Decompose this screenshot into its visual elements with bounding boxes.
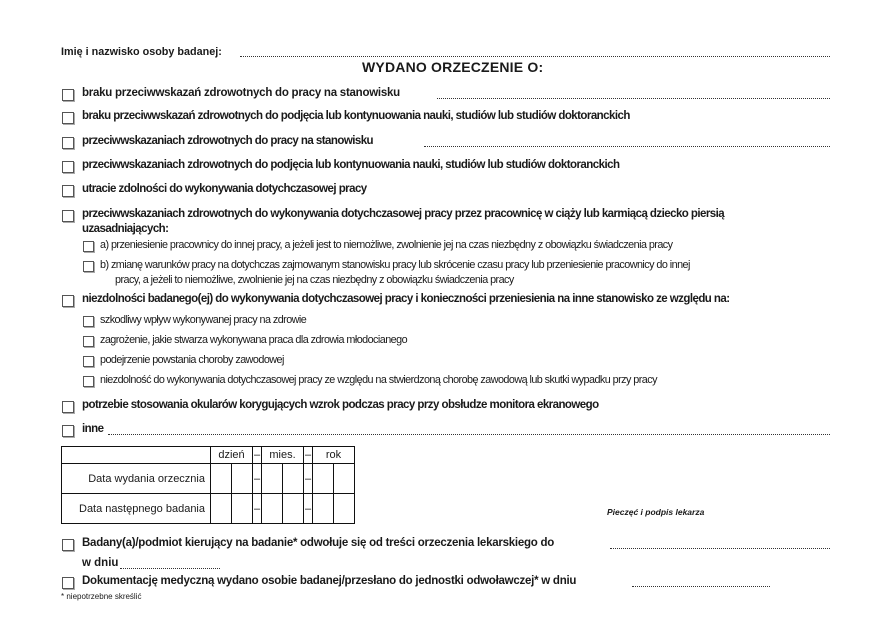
issue-day-2[interactable] xyxy=(232,464,253,494)
option-7-sub-2-label: zagrożenie, jakie stwarza wykonywana praca dla zdrowia młodocianego xyxy=(100,334,408,346)
option-4-label: przeciwwskazaniach zdrowotnych do podjęcia lub kontynuowania nauki, studiów lub studiów doktoranckich xyxy=(82,159,620,171)
header-year: rok xyxy=(313,447,355,464)
issue-day-1[interactable] xyxy=(211,464,232,494)
appeal-date-field[interactable] xyxy=(120,568,220,569)
next-year-2[interactable] xyxy=(334,494,355,524)
option-7-sub-1-checkbox[interactable] xyxy=(83,316,94,327)
header-day: dzień xyxy=(211,447,253,464)
option-7-label: niezdolności badanego(ej) do wykonywania dotychczasowej pracy i konieczności przeniesienia na inne stanowisko ze względu na: xyxy=(82,293,730,305)
option-7-sub-4-checkbox[interactable] xyxy=(83,376,94,387)
next-sep-2: – xyxy=(304,494,313,524)
appeal-checkbox[interactable] xyxy=(62,539,74,551)
page-title: WYDANO ORZECZENIE O: xyxy=(362,59,544,75)
appeal-date-label: w dniu xyxy=(82,557,119,569)
issue-sep-2: – xyxy=(304,464,313,494)
option-7-sub-1-label: szkodliwy wpływ wykonywanej pracy na zdrowie xyxy=(100,314,307,326)
option-4-checkbox[interactable] xyxy=(62,161,74,173)
issue-month-1[interactable] xyxy=(262,464,283,494)
stamp-signature-label: Pieczęć i podpis lekarza xyxy=(607,507,705,517)
option-6-label-cont: uzasadniających: xyxy=(82,223,169,235)
header-month: mies. xyxy=(262,447,304,464)
option-6a-label: a) przeniesienie pracownicy do innej pracy, a jeżeli jest to niemożliwe, zwolnienie jej na czas niezbędny z obowiązku świadczenia pracy xyxy=(100,239,673,251)
option-6b-label-cont: pracy, a jeżeli to niemożliwe, zwolnienie jej na czas niezbędny z obowiązku świadczenia pracy xyxy=(115,274,514,286)
option-6-label: przeciwwskazaniach zdrowotnych do wykonywania dotychczasowej pracy przez pracownicę w ciąży lub karmiącą dziecko piersią xyxy=(82,208,725,220)
next-day-2[interactable] xyxy=(232,494,253,524)
option-6-checkbox[interactable] xyxy=(62,210,74,222)
option-1-label: braku przeciwwskazań zdrowotnych do pracy na stanowisku xyxy=(82,87,400,99)
option-6a-checkbox[interactable] xyxy=(83,241,94,252)
option-7-sub-4-label: niezdolność do wykonywania dotychczasowej pracy ze względu na stwierdzoną chorobę zawodową lub skutki wypadku przy pracy xyxy=(100,374,657,386)
option-3-checkbox[interactable] xyxy=(62,137,74,149)
name-label: Imię i nazwisko osoby badanej: xyxy=(61,46,222,58)
option-5-label: utracie zdolności do wykonywania dotychczasowej pracy xyxy=(82,183,367,195)
documentation-date-field[interactable] xyxy=(632,586,770,587)
option-7-sub-3-label: podejrzenie powstania choroby zawodowej xyxy=(100,354,284,366)
appeal-to-field[interactable] xyxy=(610,548,830,549)
next-month-1[interactable] xyxy=(262,494,283,524)
name-field[interactable] xyxy=(240,56,830,57)
option-7-checkbox[interactable] xyxy=(62,295,74,307)
header-sep-1: – xyxy=(253,447,262,464)
option-3-position-field[interactable] xyxy=(424,146,830,147)
option-3-label: przeciwwskazaniach zdrowotnych do pracy na stanowisku xyxy=(82,135,374,147)
option-8-label: potrzebie stosowania okularów korygujących wzrok podczas pracy przy obsłudze monitora ekranowego xyxy=(82,399,599,411)
option-6b-label: b) zmianę warunków pracy na dotychczas zajmowanym stanowisku pracy lub skrócenie czasu pracy lub przeniesienie pracownicy do innej xyxy=(100,259,690,271)
next-year-1[interactable] xyxy=(313,494,334,524)
option-7-sub-3-checkbox[interactable] xyxy=(83,356,94,367)
option-9-label: inne xyxy=(82,423,104,435)
option-8-checkbox[interactable] xyxy=(62,401,74,413)
row-issue-date-label: Data wydania orzecznia xyxy=(62,464,211,494)
documentation-checkbox[interactable] xyxy=(62,577,74,589)
appeal-label: Badany(a)/podmiot kierujący na badanie* odwołuje się od treści orzeczenia lekarskiego do xyxy=(82,537,555,549)
date-table xyxy=(61,446,355,524)
issue-month-2[interactable] xyxy=(283,464,304,494)
date-table-corner xyxy=(62,447,211,464)
issue-year-2[interactable] xyxy=(334,464,355,494)
other-field[interactable] xyxy=(108,434,830,435)
documentation-label: Dokumentację medyczną wydano osobie badanej/przesłano do jednostki odwoławczej* w dniu xyxy=(82,575,577,587)
next-month-2[interactable] xyxy=(283,494,304,524)
row-next-exam-label: Data następnego badania xyxy=(62,494,211,524)
header-sep-2: – xyxy=(304,447,313,464)
option-1-position-field[interactable] xyxy=(437,98,830,99)
footnote: * niepotrzebne skreślić xyxy=(61,592,142,601)
next-day-1[interactable] xyxy=(211,494,232,524)
issue-year-1[interactable] xyxy=(313,464,334,494)
option-1-checkbox[interactable] xyxy=(62,89,74,101)
issue-sep-1: – xyxy=(253,464,262,494)
option-2-checkbox[interactable] xyxy=(62,112,74,124)
option-7-sub-2-checkbox[interactable] xyxy=(83,336,94,347)
option-6b-checkbox[interactable] xyxy=(83,261,94,272)
option-2-label: braku przeciwwskazań zdrowotnych do podjęcia lub kontynuowania nauki, studiów lub studiów doktoranckich xyxy=(82,110,630,122)
option-5-checkbox[interactable] xyxy=(62,185,74,197)
next-sep-1: – xyxy=(253,494,262,524)
option-9-checkbox[interactable] xyxy=(62,425,74,437)
